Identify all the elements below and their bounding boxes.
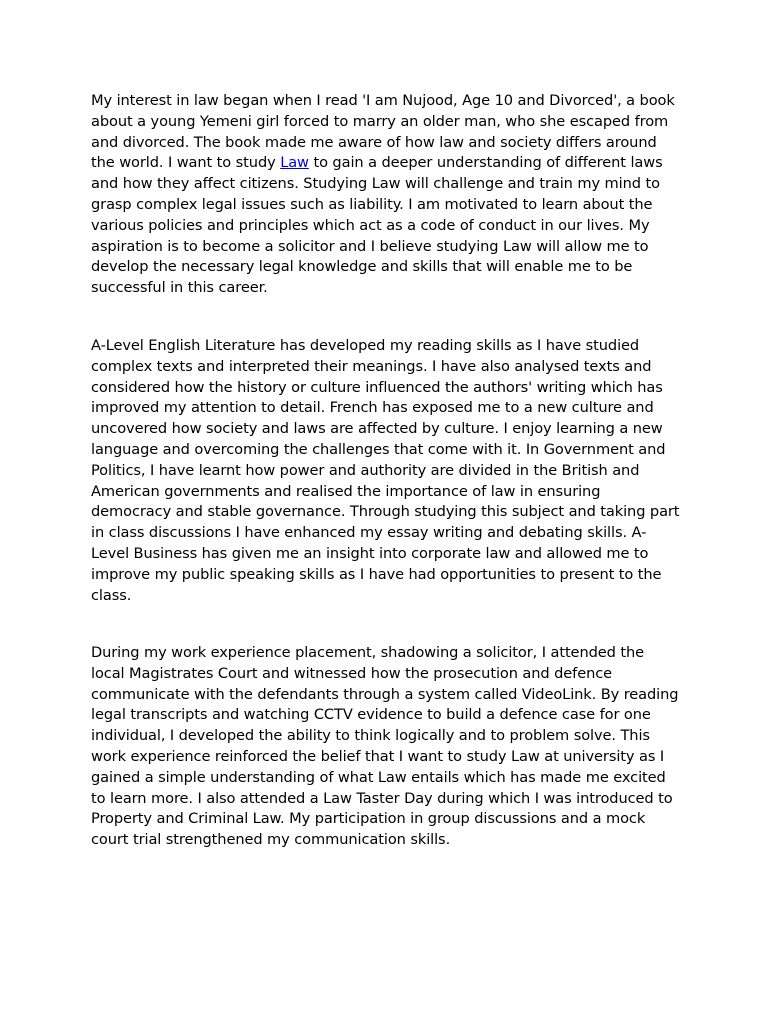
paragraph-1-text-after-link: to gain a deeper understanding of different laws and how they affect citizens. Studying Law will challenge and train my mind to grasp complex legal issues such as liability. I am motivated to learn about the various policies and principles which act as a code of conduct in our lives. My aspiration is to become a solicitor and I believe studying Law will allow me to develop the necessary legal knowledge and skills that will enable me to be successful in this career.: [91, 154, 663, 297]
paragraph-a-level-subjects: A-Level English Literature has developed my reading skills as I have studied complex texts and interpreted their meanings. I have also analysed texts and considered how the history or culture influenced the authors' writing which has improved my attention to detail. French has exposed me to a new culture and uncovered how society and laws are affected by culture. I enjoy learning a new language and overcoming the challenges that come with it. In Government and Politics, I have learnt how power and authority are divided in the British and American governments and realised the importance of law in ensuring democracy and stable governance. Through studying this subject and taking part in class discussions I have enhanced my essay writing and debating skills. A-Level Business has given me an insight into corporate law and allowed me to improve my public speaking skills as I have had opportunities to present to the class.: [91, 337, 680, 604]
paragraph-work-experience: During my work experience placement, shadowing a solicitor, I attended the local Magistrates Court and witnessed how the prosecution and defence communicate with the defendants through a system called VideoLink. By reading legal transcripts and watching CCTV evidence to build a defence case for one individual, I developed the ability to think logically and to problem solve. This work experience reinforced the belief that I want to study Law at university as I gained a simple understanding of what Law entails which has made me excited to learn more. I also attended a Law Taster Day during which I was introduced to Property and Criminal Law. My participation in group discussions and a mock court trial strengthened my communication skills.: [91, 644, 679, 849]
paragraph-interest-in-law: [91, 91, 681, 299]
law-link[interactable]: Law: [280, 154, 309, 172]
paragraph-1-text-before-link: My interest in law began when I read 'I am Nujood, Age 10 and Divorced', a book about a young Yemeni girl forced to marry an older man, who she escaped from and divorced. The book made me aware of how law and society differs around the world. I want to study: [91, 92, 675, 172]
